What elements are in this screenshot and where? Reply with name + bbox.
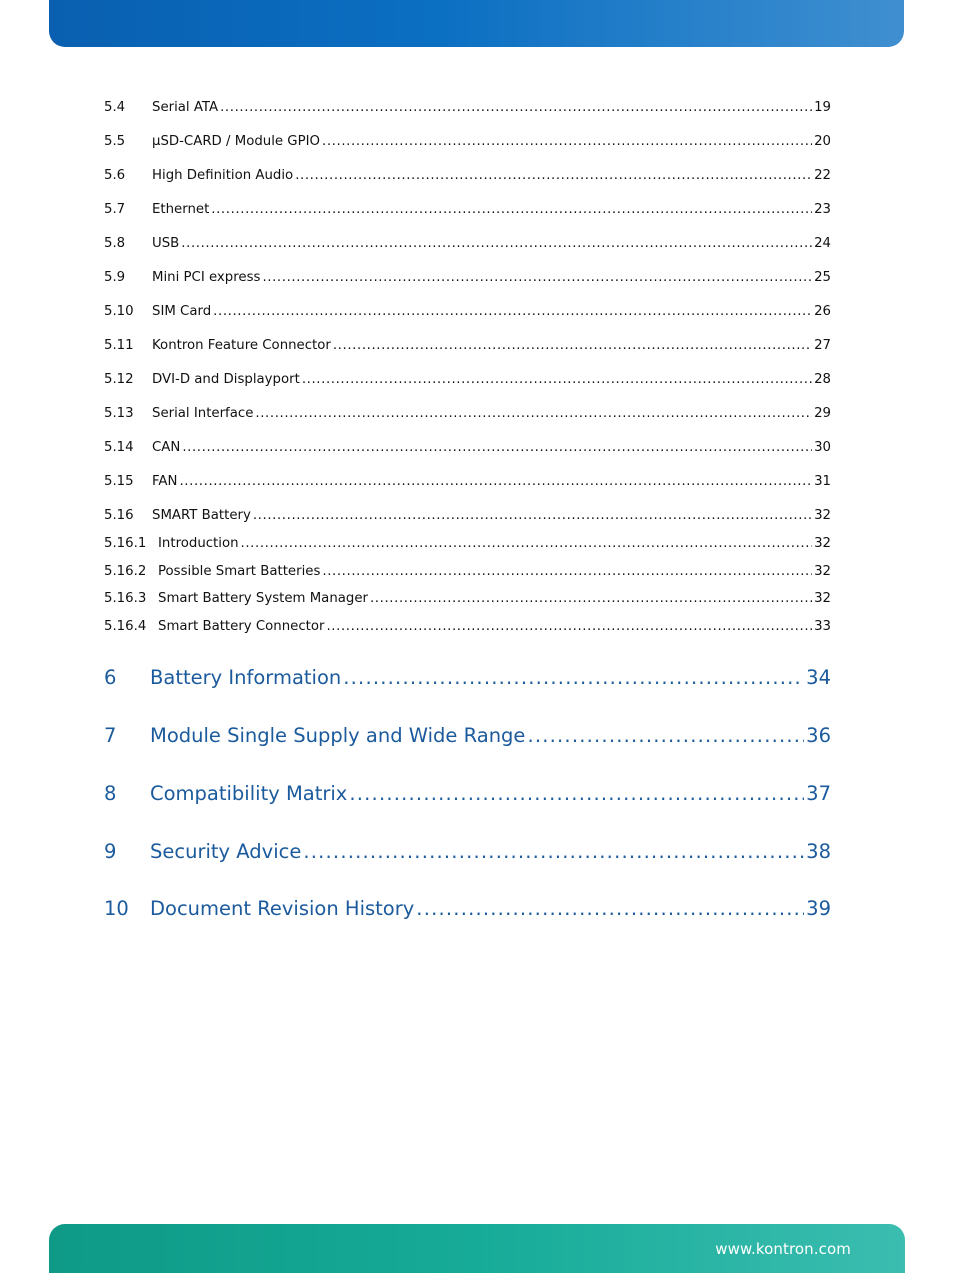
toc-page: 22 bbox=[814, 168, 831, 183]
toc-leader bbox=[527, 722, 804, 750]
toc-page: 33 bbox=[814, 619, 831, 634]
toc-page: 32 bbox=[814, 564, 831, 579]
toc-leader bbox=[416, 895, 804, 923]
toc-page: 25 bbox=[814, 270, 831, 285]
toc-leader bbox=[241, 535, 813, 553]
toc-leader bbox=[220, 99, 812, 117]
toc-leader bbox=[295, 167, 812, 185]
toc-page: 26 bbox=[814, 304, 831, 319]
footer-bar bbox=[49, 1224, 905, 1273]
toc-page: 32 bbox=[814, 591, 831, 606]
toc-leader bbox=[262, 269, 812, 287]
toc-number: 5.6 bbox=[104, 168, 126, 183]
toc-number: 10 bbox=[104, 897, 129, 920]
toc-number: 5.11 bbox=[104, 338, 134, 353]
toc-entry-5-4[interactable] bbox=[104, 99, 831, 117]
toc-page: 20 bbox=[814, 134, 831, 149]
toc-number: 5.16.2 bbox=[104, 564, 147, 579]
toc-leader bbox=[322, 133, 812, 151]
toc-number: 9 bbox=[104, 840, 117, 863]
toc-title: DVI-D and Displayport bbox=[152, 372, 300, 387]
toc-title: Serial ATA bbox=[152, 100, 219, 115]
toc-title: Compatibility Matrix bbox=[150, 782, 348, 805]
toc-leader bbox=[182, 439, 812, 457]
toc-page: 38 bbox=[806, 840, 831, 863]
toc-title: µSD-CARD / Module GPIO bbox=[152, 134, 321, 149]
toc-title: SMART Battery bbox=[152, 508, 251, 523]
toc-leader bbox=[181, 235, 812, 253]
toc-number: 7 bbox=[104, 724, 117, 747]
toc-leader bbox=[326, 618, 812, 636]
toc-title: Module Single Supply and Wide Range bbox=[150, 724, 526, 747]
toc-title: Serial Interface bbox=[152, 406, 254, 421]
toc-entry-5-14[interactable] bbox=[104, 439, 831, 457]
toc-title: Possible Smart Batteries bbox=[158, 564, 321, 579]
toc-number: 5.7 bbox=[104, 202, 126, 217]
toc-chapter-8[interactable] bbox=[104, 780, 831, 808]
toc-page: 19 bbox=[814, 100, 831, 115]
toc-title: Mini PCI express bbox=[152, 270, 261, 285]
toc-number: 8 bbox=[104, 782, 117, 805]
toc-leader bbox=[302, 371, 812, 389]
toc-title: SIM Card bbox=[152, 304, 212, 319]
toc-title: Battery Information bbox=[150, 666, 342, 689]
toc-entry-5-7[interactable] bbox=[104, 201, 831, 219]
toc-number: 5.16 bbox=[104, 508, 134, 523]
header-bar bbox=[49, 0, 904, 47]
toc-page: 29 bbox=[814, 406, 831, 421]
toc-number: 5.13 bbox=[104, 406, 134, 421]
toc-chapter-7[interactable] bbox=[104, 722, 831, 750]
toc-page: 30 bbox=[814, 440, 831, 455]
toc-page: 37 bbox=[806, 782, 831, 805]
toc-title: USB bbox=[152, 236, 180, 251]
toc-leader bbox=[322, 563, 812, 581]
toc-number: 5.10 bbox=[104, 304, 134, 319]
toc-title: Smart Battery Connector bbox=[158, 619, 325, 634]
toc-leader bbox=[253, 507, 812, 525]
toc-entry-5-16-4[interactable] bbox=[104, 618, 831, 636]
toc-title: CAN bbox=[152, 440, 181, 455]
toc-leader bbox=[211, 201, 812, 219]
toc-leader bbox=[255, 405, 812, 423]
toc-leader bbox=[213, 303, 812, 321]
toc-number: 5.15 bbox=[104, 474, 134, 489]
toc-page: 31 bbox=[814, 474, 831, 489]
toc-entry-5-11[interactable] bbox=[104, 337, 831, 355]
toc-leader bbox=[343, 664, 804, 692]
toc-number: 5.9 bbox=[104, 270, 126, 285]
toc-page: 34 bbox=[806, 666, 831, 689]
toc-page: 32 bbox=[814, 508, 831, 523]
toc-number: 5.4 bbox=[104, 100, 126, 115]
toc-number: 5.16.4 bbox=[104, 619, 147, 634]
toc-entry-5-16-1[interactable] bbox=[104, 535, 831, 553]
toc-page: 28 bbox=[814, 372, 831, 387]
toc-number: 5.8 bbox=[104, 236, 126, 251]
toc-page: 39 bbox=[806, 897, 831, 920]
toc-leader bbox=[370, 590, 812, 608]
toc-number: 5.14 bbox=[104, 440, 134, 455]
toc-leader bbox=[333, 337, 812, 355]
toc-entry-5-10[interactable] bbox=[104, 303, 831, 321]
toc-entry-5-8[interactable] bbox=[104, 235, 831, 253]
toc-title: FAN bbox=[152, 474, 178, 489]
toc-number: 5.12 bbox=[104, 372, 134, 387]
toc-number: 5.5 bbox=[104, 134, 126, 149]
toc-entry-5-15[interactable] bbox=[104, 473, 831, 491]
toc-number: 6 bbox=[104, 666, 117, 689]
toc-entry-5-16-2[interactable] bbox=[104, 563, 831, 581]
toc-page: 23 bbox=[814, 202, 831, 217]
toc-leader bbox=[349, 780, 804, 808]
toc-entry-5-16[interactable] bbox=[104, 507, 831, 525]
toc-entry-5-13[interactable] bbox=[104, 405, 831, 423]
footer-website-link[interactable]: www.kontron.com bbox=[715, 1240, 851, 1258]
toc-page: 24 bbox=[814, 236, 831, 251]
toc-title: Ethernet bbox=[152, 202, 210, 217]
toc-entry-5-16-3[interactable] bbox=[104, 590, 831, 608]
toc-leader bbox=[303, 838, 804, 866]
toc-page: 27 bbox=[814, 338, 831, 353]
toc-title: Introduction bbox=[158, 536, 239, 551]
toc-chapter-9[interactable] bbox=[104, 838, 831, 866]
toc-number: 5.16.3 bbox=[104, 591, 147, 606]
toc-entry-5-12[interactable] bbox=[104, 371, 831, 389]
toc-entry-5-6[interactable] bbox=[104, 167, 831, 185]
toc-entry-5-5[interactable] bbox=[104, 133, 831, 151]
toc-title: Smart Battery System Manager bbox=[158, 591, 368, 606]
toc-title: Kontron Feature Connector bbox=[152, 338, 331, 353]
toc-title: Document Revision History bbox=[150, 897, 415, 920]
toc-page: 32 bbox=[814, 536, 831, 551]
toc-chapter-10[interactable] bbox=[104, 895, 831, 923]
toc-leader bbox=[179, 473, 812, 491]
toc-title: High Definition Audio bbox=[152, 168, 294, 183]
toc-number: 5.16.1 bbox=[104, 536, 147, 551]
toc-chapter-6[interactable] bbox=[104, 664, 831, 692]
toc-title: Security Advice bbox=[150, 840, 302, 863]
toc-page: 36 bbox=[806, 724, 831, 747]
toc-entry-5-9[interactable] bbox=[104, 269, 831, 287]
